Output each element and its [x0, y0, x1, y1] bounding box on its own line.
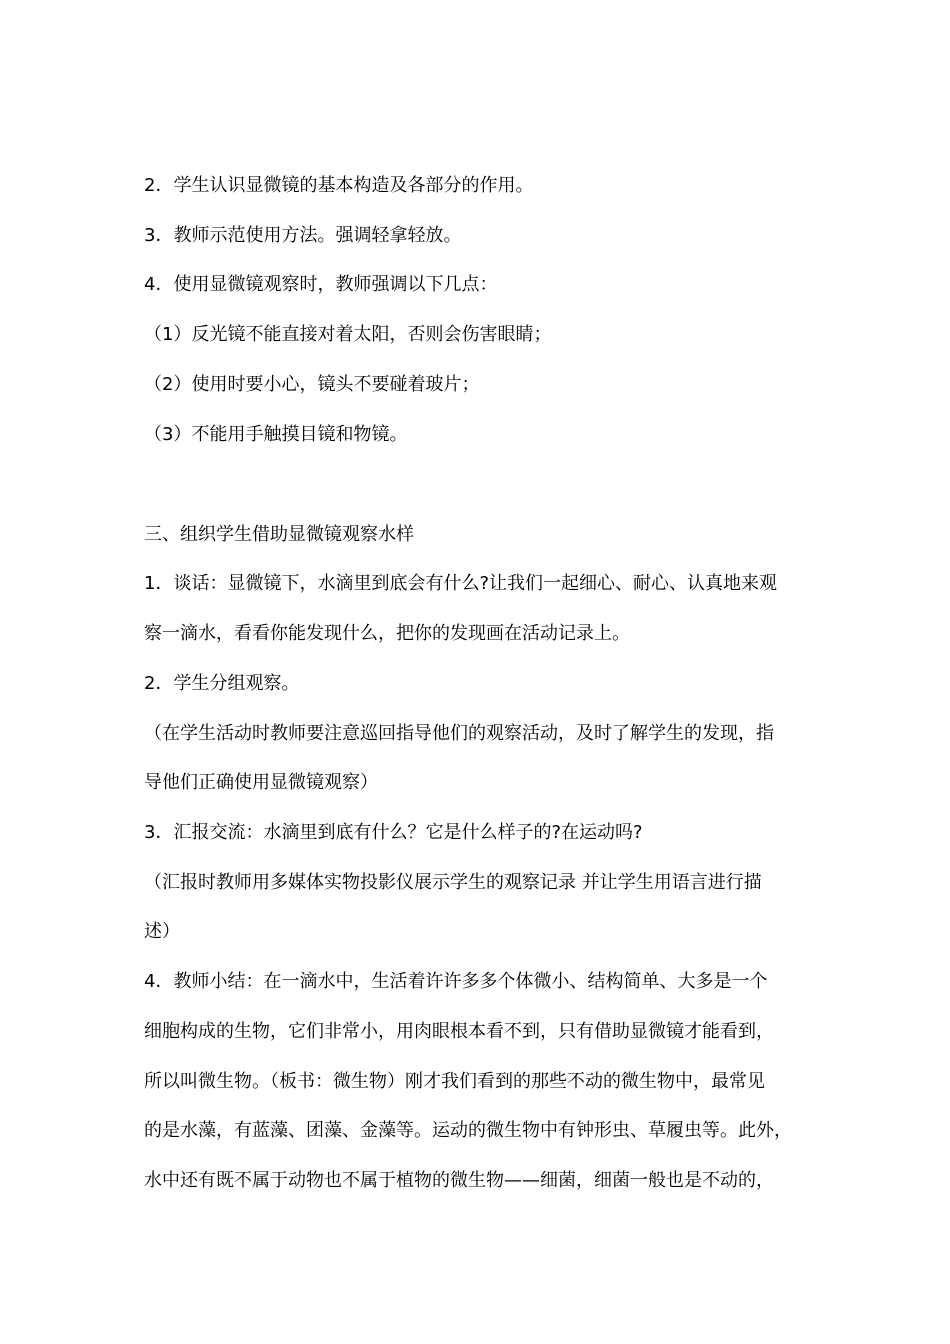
paragraph-line: 水中还有既不属于动物也不属于植物的微生物——细菌，细菌一般也是不动的， — [144, 1170, 774, 1191]
paragraph-line: （1）反光镜不能直接对着太阳，否则会伤害眼睛； — [144, 324, 552, 345]
paragraph-line: 导他们正确使用显微镜观察） — [144, 772, 378, 793]
paragraph-line: 察一滴水，看看你能发现什么，把你的发现画在活动记录上。 — [144, 623, 630, 644]
paragraph-line: 2．学生认识显微镜的基本构造及各部分的作用。 — [144, 175, 534, 196]
paragraph-line: 2．学生分组观察。 — [144, 673, 300, 694]
section-heading: 三、组织学生借助显微镜观察水样 — [144, 524, 414, 545]
paragraph-line: （汇报时教师用多媒体实物投影仪展示学生的观察记录 并让学生用语言进行描 — [144, 872, 762, 893]
paragraph-line: 述） — [144, 921, 180, 942]
paragraph-line: （2）使用时要小心，镜头不要碰着玻片； — [144, 374, 480, 395]
paragraph-line: 细胞构成的生物，它们非常小，用肉眼根本看不到，只有借助显微镜才能看到， — [144, 1021, 774, 1042]
paragraph-line: 1．谈话：显微镜下，水滴里到底会有什么?让我们一起细心、耐心、认真地来观 — [144, 573, 778, 594]
paragraph-line: （3）不能用手触摸目镜和物镜。 — [144, 424, 408, 445]
paragraph-line: 4．教师小结：在一滴水中，生活着许许多多个体微小、结构简单、大多是一个 — [144, 971, 768, 992]
paragraph-line: 的是水藻，有蓝藻、团藻、金藻等。运动的微生物中有钟形虫、草履虫等。此外， — [144, 1120, 792, 1141]
paragraph-line: （在学生活动时教师要注意巡回指导他们的观察活动，及时了解学生的发现，指 — [144, 723, 774, 744]
paragraph-line: 3．汇报交流：水滴里到底有什么？它是什么样子的?在运动吗? — [144, 822, 643, 843]
paragraph-line: 所以叫微生物。（板书：微生物）刚才我们看到的那些不动的微生物中，最常见 — [144, 1071, 765, 1092]
paragraph-line: 4．使用显微镜观察时，教师强调以下几点： — [144, 274, 498, 295]
paragraph-line: 3．教师示范使用方法。强调轻拿轻放。 — [144, 225, 462, 246]
